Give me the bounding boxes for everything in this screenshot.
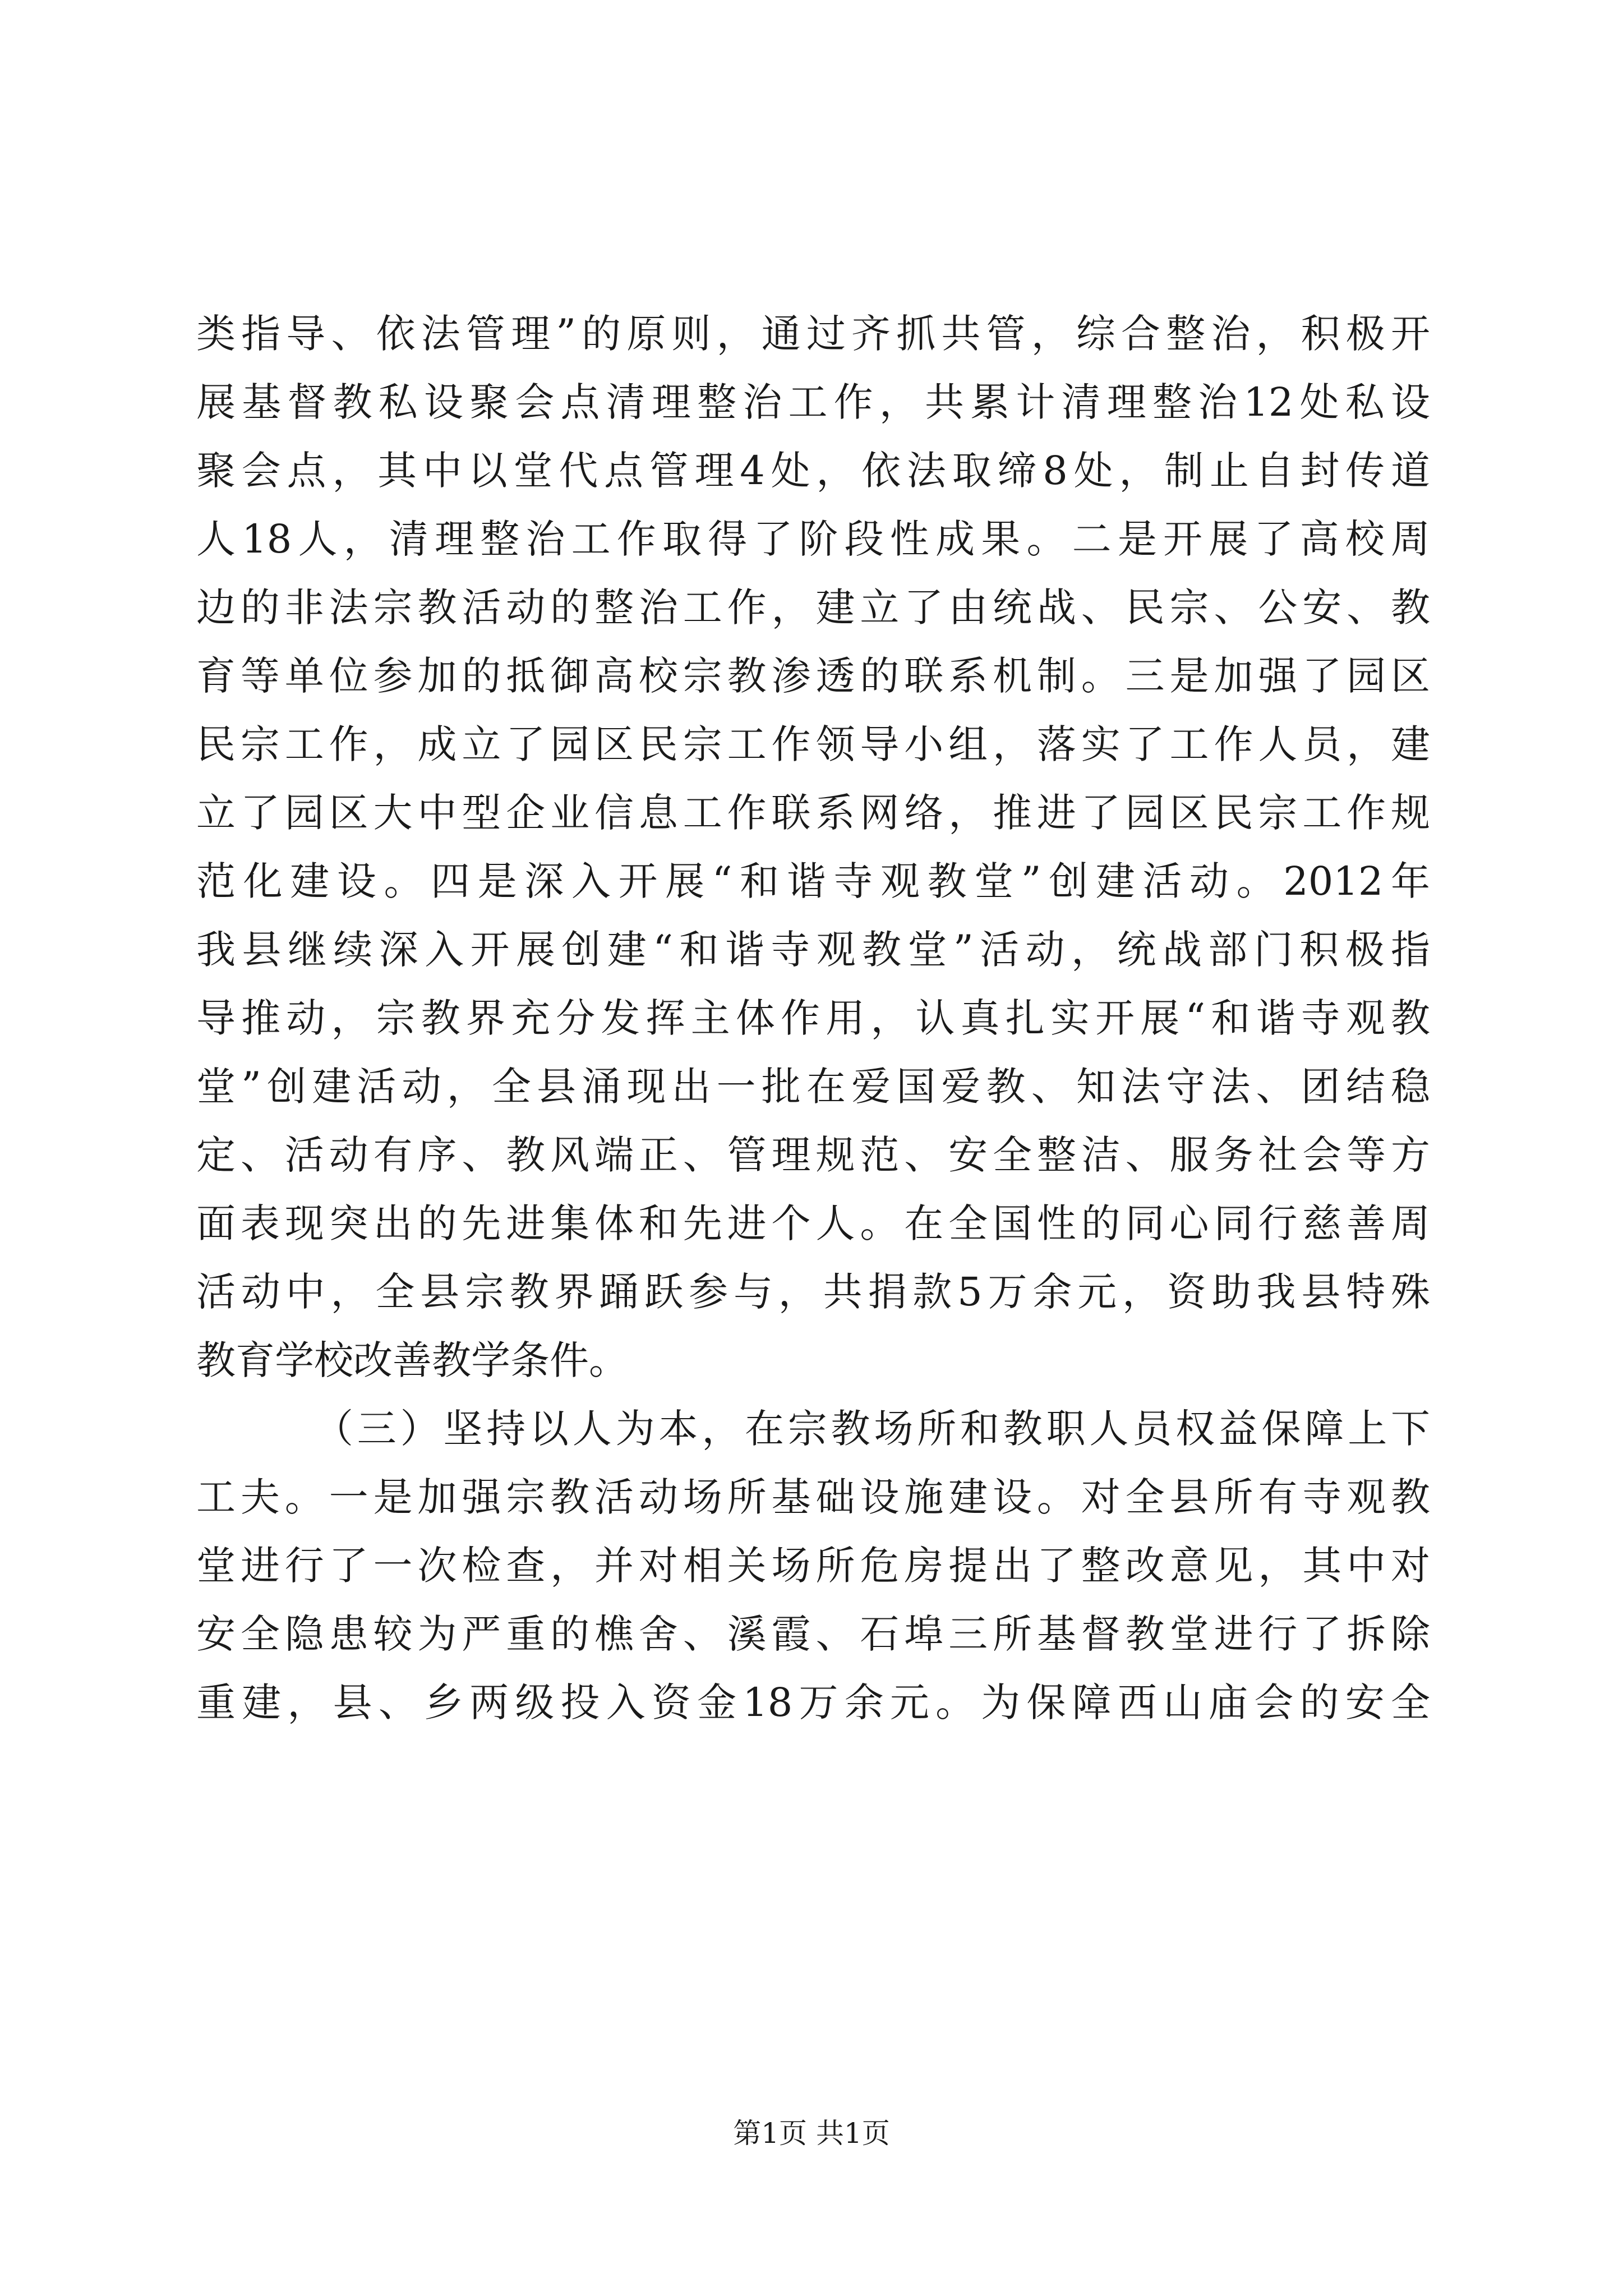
paragraph-line: 范化建设。四是深入开展“和谐寺观教堂”创建活动。2012年 xyxy=(196,858,1430,904)
paragraph-line: 堂进行了一次检查，并对相关场所危房提出了整改意见，其中对 xyxy=(196,1543,1430,1589)
paragraph-line: 类指导、依法管理”的原则，通过齐抓共管，综合整治，积极开 xyxy=(196,311,1430,357)
paragraph-line: 定、活动有序、教风端正、管理规范、安全整洁、服务社会等方 xyxy=(196,1132,1430,1178)
paragraph-line: 边的非法宗教活动的整治工作，建立了由统战、民宗、公安、教 xyxy=(196,585,1430,631)
paragraph-line: 工夫。一是加强宗教活动场所基础设施建设。对全县所有寺观教 xyxy=(196,1474,1430,1520)
paragraph-line: 展基督教私设聚会点清理整治工作，共累计清理整治12处私设 xyxy=(196,379,1430,425)
paragraph-line: 聚会点，其中以堂代点管理4处，依法取缔8处，制止自封传道 xyxy=(196,448,1430,494)
paragraph-line: 民宗工作，成立了园区民宗工作领导小组，落实了工作人员，建 xyxy=(196,721,1430,767)
paragraph-line: 堂”创建活动，全县涌现出一批在爱国爱教、知法守法、团结稳 xyxy=(196,1064,1430,1110)
paragraph-line: 重建，县、乡两级投入资金18万余元。为保障西山庙会的安全 xyxy=(196,1680,1430,1726)
paragraph-line: 人18人，清理整治工作取得了阶段性成果。二是开展了高校周 xyxy=(196,516,1430,562)
paragraph-line: 立了园区大中型企业信息工作联系网络，推进了园区民宗工作规 xyxy=(196,790,1430,836)
paragraph-line: 面表现突出的先进集体和先进个人。在全国性的同心同行慈善周 xyxy=(196,1200,1430,1246)
paragraph-line: 育等单位参加的抵御高校宗教渗透的联系机制。三是加强了园区 xyxy=(196,653,1430,699)
paragraph-line: 我县继续深入开展创建“和谐寺观教堂”活动，统战部门积极指 xyxy=(196,927,1430,973)
paragraph-line-last: 教育学校改善教学条件。 xyxy=(196,1337,628,1383)
paragraph-line: 导推动，宗教界充分发挥主体作用，认真扎实开展“和谐寺观教 xyxy=(196,995,1430,1041)
section-heading-line: （三）坚持以人为本，在宗教场所和教职人员权益保障上下 xyxy=(314,1406,1430,1452)
page-footer: 第1页 共1页 xyxy=(733,2117,890,2150)
paragraph-line: 安全隐患较为严重的樵舍、溪霞、石埠三所基督教堂进行了拆除 xyxy=(196,1611,1430,1657)
paragraph-line: 活动中，全县宗教界踊跃参与，共捐款5万余元，资助我县特殊 xyxy=(196,1269,1430,1315)
